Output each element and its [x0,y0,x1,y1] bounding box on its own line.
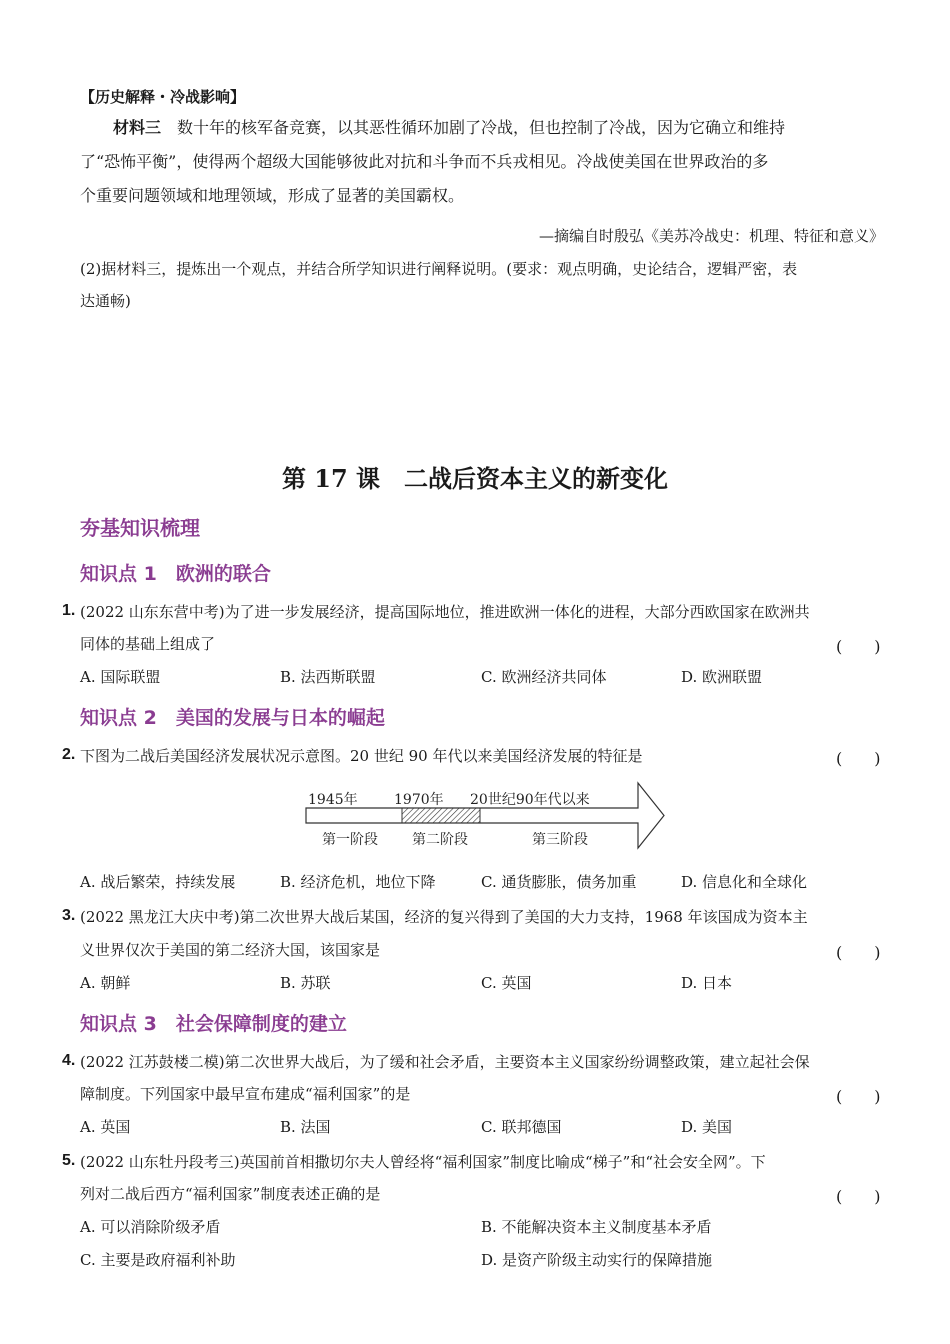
question-1-text-2: 同体的基础上组成了 [80,635,216,653]
material-line-2: 了“恐怖平衡”，使得两个超级大国能够彼此对抗和斗争而不兵戎相见。冷战使美国在世界政治的多 [80,152,769,171]
second-stage-hatch [402,808,480,823]
question-3-text-2: 义世界仅次于美国的第二经济大国，该国家是 [80,941,381,959]
option-c: C. 主要是政府福利补助 [80,1251,236,1269]
option-b: B. 经济危机，地位下降 [280,873,436,891]
material-section-label: 【历史解释・冷战影响】 [80,88,246,106]
section-heading: 夯基知识梳理 [80,516,200,540]
question-1-text-1: (2022 山东东营中考)为了进一步发展经济，提高国际地位，推进欧洲一体化的进程，大部分西欧国家在欧洲共 [80,603,810,621]
stage-label-1: 第一阶段 [322,832,378,848]
timeline-label-1970: 1970年 [394,792,444,808]
question-4-text-1: (2022 江苏鼓楼二模)第二次世界大战后，为了缓和社会矛盾，主要资本主义国家纷纷调整政策，建立起社会保 [80,1053,810,1071]
stage-label-2: 第二阶段 [412,832,468,848]
knowledge-point-1: 知识点 1 欧洲的联合 [80,563,271,585]
answer-blank: ( ) [836,943,881,962]
option-d: D. 是资产阶级主动实行的保障措施 [481,1251,713,1269]
option-a: A. 朝鲜 [80,974,131,992]
answer-blank: ( ) [836,1087,881,1106]
question-3-text-1: (2022 黑龙江大庆中考)第二次世界大战后某国，经济的复兴得到了美国的大力支持，1968 年该国成为资本主 [80,908,808,926]
option-a: A. 英国 [80,1118,131,1136]
knowledge-point-2: 知识点 2 美国的发展与日本的崛起 [80,707,385,729]
us-economy-timeline-diagram [300,780,670,858]
question-number: 3. [62,907,76,924]
option-d: D. 日本 [681,974,733,992]
question-2-line-1: (2)据材料三，提炼出一个观点，并结合所学知识进行阐释说明。(要求：观点明确，史论结合，逻辑严密，表 [80,260,798,278]
option-c: C. 英国 [481,974,532,992]
material-line-1 [113,118,785,138]
material-line-3: 个重要问题领域和地理领域，形成了显著的美国霸权。 [80,186,465,205]
option-b: B. 不能解决资本主义制度基本矛盾 [481,1218,712,1236]
question-2-line-2: 达通畅) [80,292,131,310]
option-b: B. 法国 [280,1118,331,1136]
question-5-text-2: 列对二战后西方“福利国家”制度表述正确的是 [80,1185,381,1203]
option-a: A. 国际联盟 [80,668,161,686]
option-d: D. 信息化和全球化 [681,873,808,891]
material-label: 材料三 [113,118,162,137]
material-text-1: 数十年的核军备竞赛，以其恶性循环加剧了冷战，但也控制了冷战，因为它确立和维持 [177,118,786,137]
answer-blank: ( ) [836,637,881,656]
answer-blank: ( ) [836,1187,881,1206]
question-2-text: 下图为二战后美国经济发展状况示意图。20 世纪 90 年代以来美国经济发展的特征是 [80,747,643,765]
stage-label-3: 第三阶段 [532,832,588,848]
option-c: C. 通货膨胀，债务加重 [481,873,637,891]
material-source: —摘编自时殷弘《美苏冷战史：机理、特征和意义》 [538,227,884,245]
question-number: 2. [62,746,76,763]
question-number: 4. [62,1052,76,1069]
option-a: A. 可以消除阶级矛盾 [80,1218,221,1236]
option-c: C. 欧洲经济共同体 [481,668,607,686]
option-d: D. 美国 [681,1118,733,1136]
timeline-label-1945: 1945年 [308,792,358,808]
option-b: B. 苏联 [280,974,331,992]
question-number: 1. [62,602,76,619]
lesson-title: 第 17 课 二战后资本主义的新变化 [281,464,669,493]
knowledge-point-3: 知识点 3 社会保障制度的建立 [80,1013,347,1035]
timeline-label-1990s: 20世纪90年代以来 [470,792,590,808]
option-d: D. 欧洲联盟 [681,668,763,686]
question-5-text-1: (2022 山东牡丹段考三)英国前首相撒切尔夫人曾经将“福利国家”制度比喻成“梯子”和“社会安全网”。下 [80,1153,766,1171]
answer-blank: ( ) [836,749,881,768]
question-4-text-2: 障制度。下列国家中最早宣布建成“福利国家”的是 [80,1085,411,1103]
option-b: B. 法西斯联盟 [280,668,376,686]
option-c: C. 联邦德国 [481,1118,562,1136]
option-a: A. 战后繁荣，持续发展 [80,873,236,891]
question-number: 5. [62,1152,76,1169]
